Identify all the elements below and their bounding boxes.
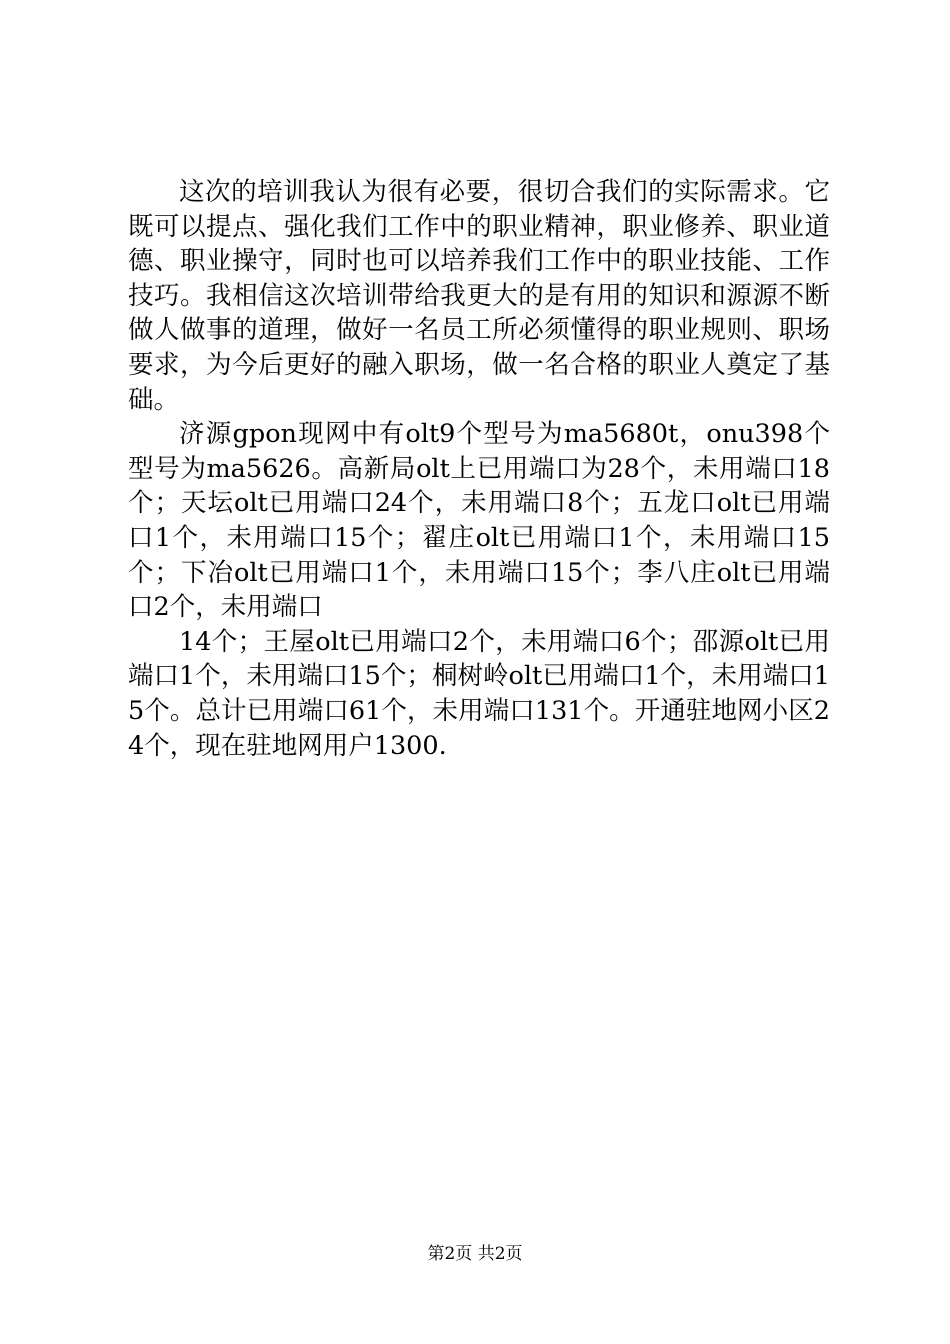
page-number-footer: 第2页 共2页 [427, 1244, 523, 1264]
paragraph-port-totals: 14个；王屋olt已用端口2个，未用端口6个；邵源olt已用端口1个，未用端口15个；桐树岭olt已用端口1个，未用端口15个。总计已用端口61个，未用端口131个。开通驻地网小区24个，现在驻地网用户1300. [128, 626, 830, 761]
paragraph-gpon-network-status: 济源gpon现网中有olt9个型号为ma5680t，onu398个型号为ma5626。高新局olt上已用端口为28个，未用端口18个；天坛olt已用端口24个，未用端口8个；五龙口olt已用端口1个，未用端口15个；翟庄olt已用端口1个，未用端口15个；下冶olt已用端口1个，未用端口15个；李八庄olt已用端口2个，未用端口 [128, 419, 830, 623]
paragraph-training-reflection: 这次的培训我认为很有必要，很切合我们的实际需求。它既可以提点、强化我们工作中的职业精神，职业修养、职业道德、职业操守，同时也可以培养我们工作中的职业技能、工作技巧。我相信这次培训带给我更大的是有用的知识和源源不断做人做事的道理，做好一名员工所必须懂得的职业规则、职场要求，为今后更好的融入职场，做一名合格的职业人奠定了基础。 [128, 177, 830, 415]
document-body [128, 175, 830, 763]
